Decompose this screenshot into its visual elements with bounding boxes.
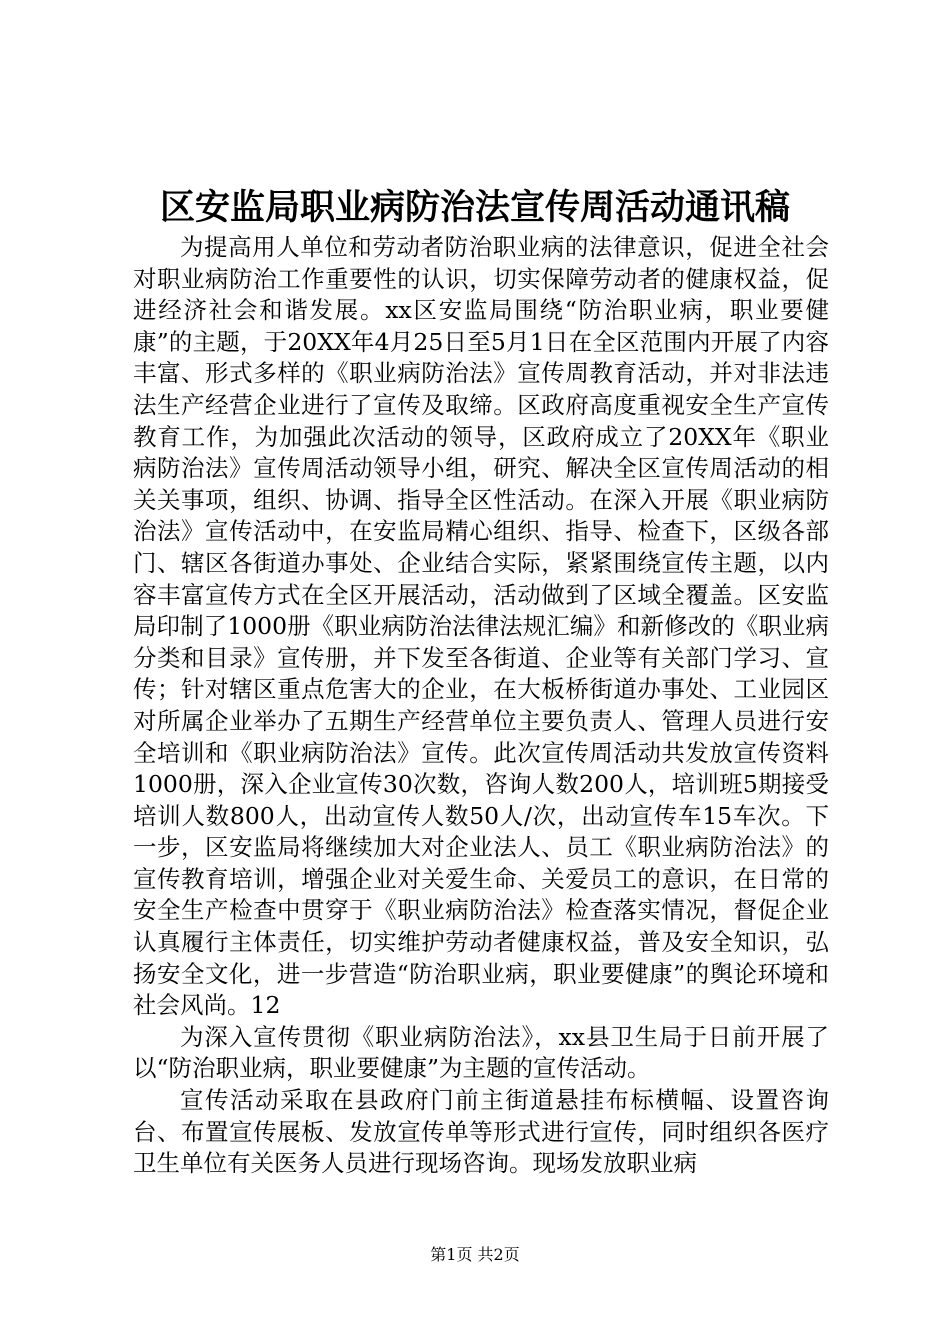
paragraph: 为深入宣传贯彻《职业病防治法》，xx县卫生局于日前开展了以“防治职业病，职业要健康”为主题的宣传活动。: [133, 1022, 829, 1083]
document-body: [133, 232, 829, 1180]
paragraph: 为提高用人单位和劳动者防治职业病的法律意识，促进全社会对职业病防治工作重要性的认识，切实保障劳动者的健康权益，促进经济社会和谐发展。xx区安监局围绕“防治职业病，职业要健康”的主题，于20XX年4月25日至5月1日在全区范围内开展了内容丰富、形式多样的《职业病防治法》宣传周教育活动，并对非法违法生产经营企业进行了宣传及取缔。区政府高度重视安全生产宣传教育工作，为加强此次活动的领导，区政府成立了20XX年《职业病防治法》宣传周活动领导小组，研究、解决全区宣传周活动的相关关事项，组织、协调、指导全区性活动。在深入开展《职业病防治法》宣传活动中，在安监局精心组织、指导、检查下，区级各部门、辖区各街道办事处、企业结合实际，紧紧围绕宣传主题，以内容丰富宣传方式在全区开展活动，活动做到了区域全覆盖。区安监局印制了1000册《职业病防治法律法规汇编》和新修改的《职业病分类和目录》宣传册，并下发至各街道、企业等有关部门学习、宣传；针对辖区重点危害大的企业，在大板桥街道办事处、工业园区对所属企业举办了五期生产经营单位主要负责人、管理人员进行安全培训和《职业病防治法》宣传。此次宣传周活动共发放宣传资料1000册，深入企业宣传30次数，咨询人数200人，培训班5期接受培训人数800人，出动宣传人数50人/次，出动宣传车15车次。下一步，区安监局将继续加大对企业法人、员工《职业病防治法》的宣传教育培训，增强企业对关爱生命、关爱员工的意识，在日常的安全生产检查中贯穿于《职业病防治法》检查落实情况，督促企业认真履行主体责任，切实维护劳动者健康权益，普及安全知识，弘扬安全文化，进一步营造“防治职业病，职业要健康”的舆论环境和社会风尚。12: [133, 233, 829, 1020]
page-number-footer: 第1页 共2页: [430, 1245, 520, 1264]
document-title: 区安监局职业病防治法宣传周活动通讯稿: [159, 188, 790, 228]
paragraph: 宣传活动采取在县政府门前主街道悬挂布标横幅、设置咨询台、布置宣传展板、发放宣传单等形式进行宣传，同时组织各医疗卫生单位有关医务人员进行现场咨询。现场发放职业病: [133, 1086, 829, 1178]
